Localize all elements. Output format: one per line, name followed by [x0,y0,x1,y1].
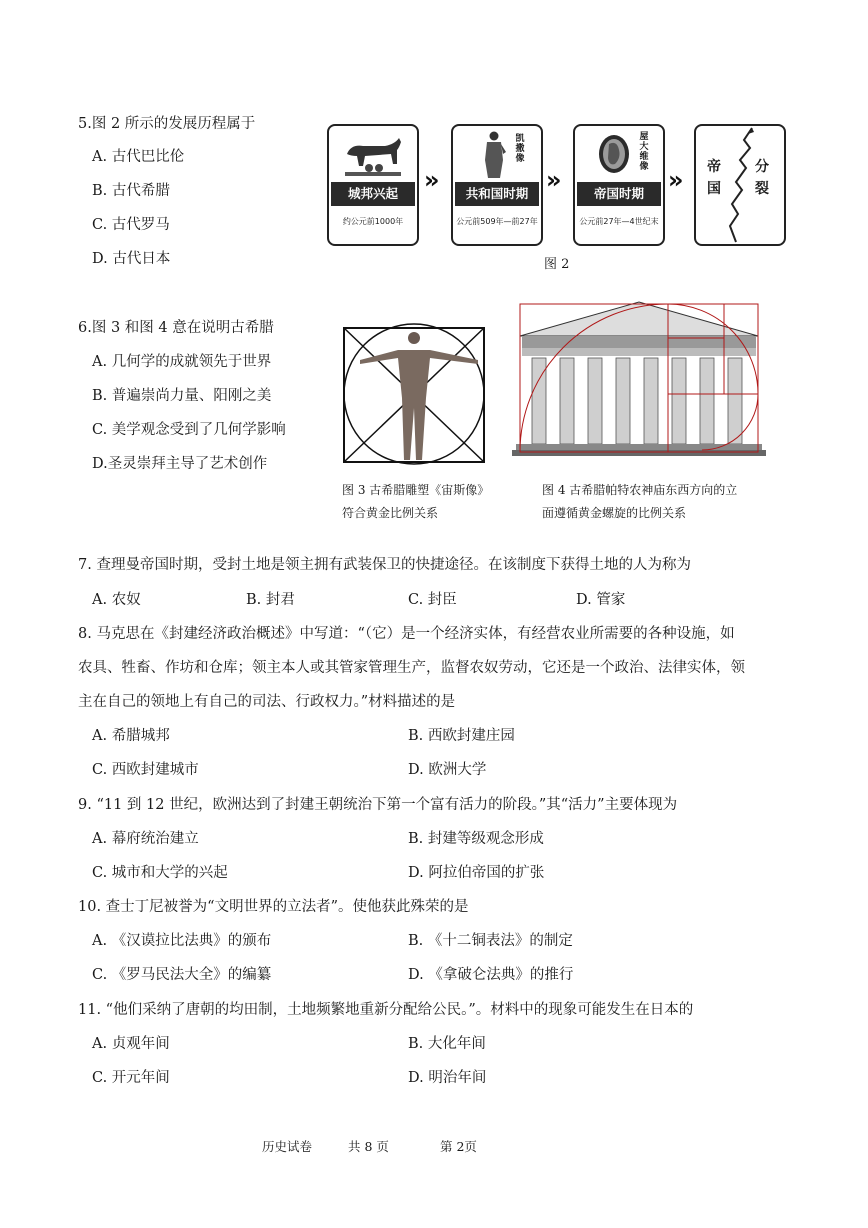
figure-3-statue-illustration [336,322,492,466]
arrow-2-icon: » [546,166,556,194]
q8-line-3: 主在自己的领地上有自己的司法、行政权力。”材料描述的是 [78,694,456,710]
q5-option-a: A. 古代巴比伦 [92,149,185,165]
stage-1-card [327,124,419,246]
arrow-1-icon: » [424,166,434,194]
q9-option-c: C. 城市和大学的兴起 [92,865,228,881]
q10-option-b: B. 《十二铜表法》的制定 [408,933,573,949]
q6-stem: 6.图 3 和图 4 意在说明古希腊 [78,320,274,336]
stage-1-label: 城邦兴起 [331,182,415,206]
q11-option-a: A. 贞观年间 [92,1036,170,1052]
q11-option-b: B. 大化年间 [408,1036,486,1052]
q9-option-a: A. 幕府统治建立 [92,831,199,847]
caesar-statue-icon [481,130,507,180]
q11-option-c: C. 开元年间 [92,1070,170,1086]
stage-3-date: 公元前27年—4世纪末 [579,217,659,226]
q8-option-c: C. 西欧封建城市 [92,762,199,778]
stage-3-card [573,124,665,246]
q5-option-d: D. 古代日本 [92,251,171,267]
stage-4-card [694,124,786,246]
q5-option-b: B. 古代希腊 [92,183,170,199]
footer-total-pages: 共 8 页 [348,1139,389,1154]
q10-option-d: D. 《拿破仑法典》的推行 [408,967,574,983]
q10-stem: 10. 查士丁尼被誉为“文明世界的立法者”。使他获此殊荣的是 [78,899,469,915]
stage-2-date: 公元前509年—前27年 [456,217,538,226]
q7-option-a: A. 农奴 [92,592,141,608]
stage-4-left-text: 帝国 [707,159,721,197]
stage-2-label: 共和国时期 [455,182,539,206]
q8-line-2: 农具、牲畜、作坊和仓库；领主本人或其管家管理生产，监督农奴劳动，它还是一个政治、法律实体，领 [78,660,745,676]
q8-option-d: D. 欧洲大学 [408,762,487,778]
q8-option-a: A. 希腊城邦 [92,728,170,744]
figure-3-caption-line-2: 符合黄金比例关系 [342,506,439,520]
stage-3-side-text: 屋大维像 [639,132,649,172]
q5-stem: 5.图 2 所示的发展历程属于 [78,116,256,132]
figure-4-caption-line-2: 面遵循黄金螺旋的比例关系 [542,506,687,520]
she-wolf-icon [341,134,405,178]
q11-stem: 11. “他们采纳了唐朝的均田制，土地频繁地重新分配给公民。”。材料中的现象可能发生在日本的 [78,1002,694,1018]
q5-option-c: C. 古代罗马 [92,217,170,233]
augustus-coin-icon [597,132,631,176]
q6-option-a: A. 几何学的成就领先于世界 [92,354,272,370]
stage-2-side-text: 凯撒像 [515,134,525,164]
figure-2-caption: 图 2 [544,257,570,272]
q9-option-b: B. 封建等级观念形成 [408,831,544,847]
stage-1-date: 约公元前1000年 [342,217,404,226]
q10-option-c: C. 《罗马民法大全》的编纂 [92,967,272,983]
q7-option-c: C. 封臣 [408,592,457,608]
q8-line-1: 8. 马克思在《封建经济政治概述》中写道：“（它）是一个经济实体，有经营农业所需要的各种设施，如 [78,626,735,642]
q7-option-d: D. 管家 [576,592,626,608]
q10-option-a: A. 《汉谟拉比法典》的颁布 [92,933,272,949]
footer-page-number: 第 2页 [440,1139,477,1154]
q6-option-c: C. 美学观念受到了几何学影响 [92,422,286,438]
q9-option-d: D. 阿拉伯帝国的扩张 [408,865,545,881]
q8-option-b: B. 西欧封建庄园 [408,728,515,744]
figure-3-caption-line-1: 图 3 古希腊雕塑《宙斯像》 [342,483,490,497]
q6-option-b: B. 普遍崇尚力量、阳刚之美 [92,388,272,404]
q6-option-d: D.圣灵崇拜主导了艺术创作 [92,456,268,472]
stage-4-right-text: 分裂 [755,159,769,197]
stage-2-card [451,124,543,246]
arrow-3-icon: » [668,166,678,194]
footer-subject: 历史试卷 [262,1139,313,1154]
q11-option-d: D. 明治年间 [408,1070,487,1086]
figure-4-caption-line-1: 图 4 古希腊帕特农神庙东西方向的立 [542,483,738,497]
q7-stem: 7. 查理曼帝国时期，受封土地是领主拥有武装保卫的快捷途径。在该制度下获得土地的人为称为 [78,557,691,573]
q7-option-b: B. 封君 [246,592,295,608]
figure-4-parthenon-illustration [510,292,768,458]
q9-stem: 9. “11 到 12 世纪，欧洲达到了封建王朝统治下第一个富有活力的阶段。”其“活力”主要体现为 [78,797,678,813]
stage-3-label: 帝国时期 [577,182,661,206]
